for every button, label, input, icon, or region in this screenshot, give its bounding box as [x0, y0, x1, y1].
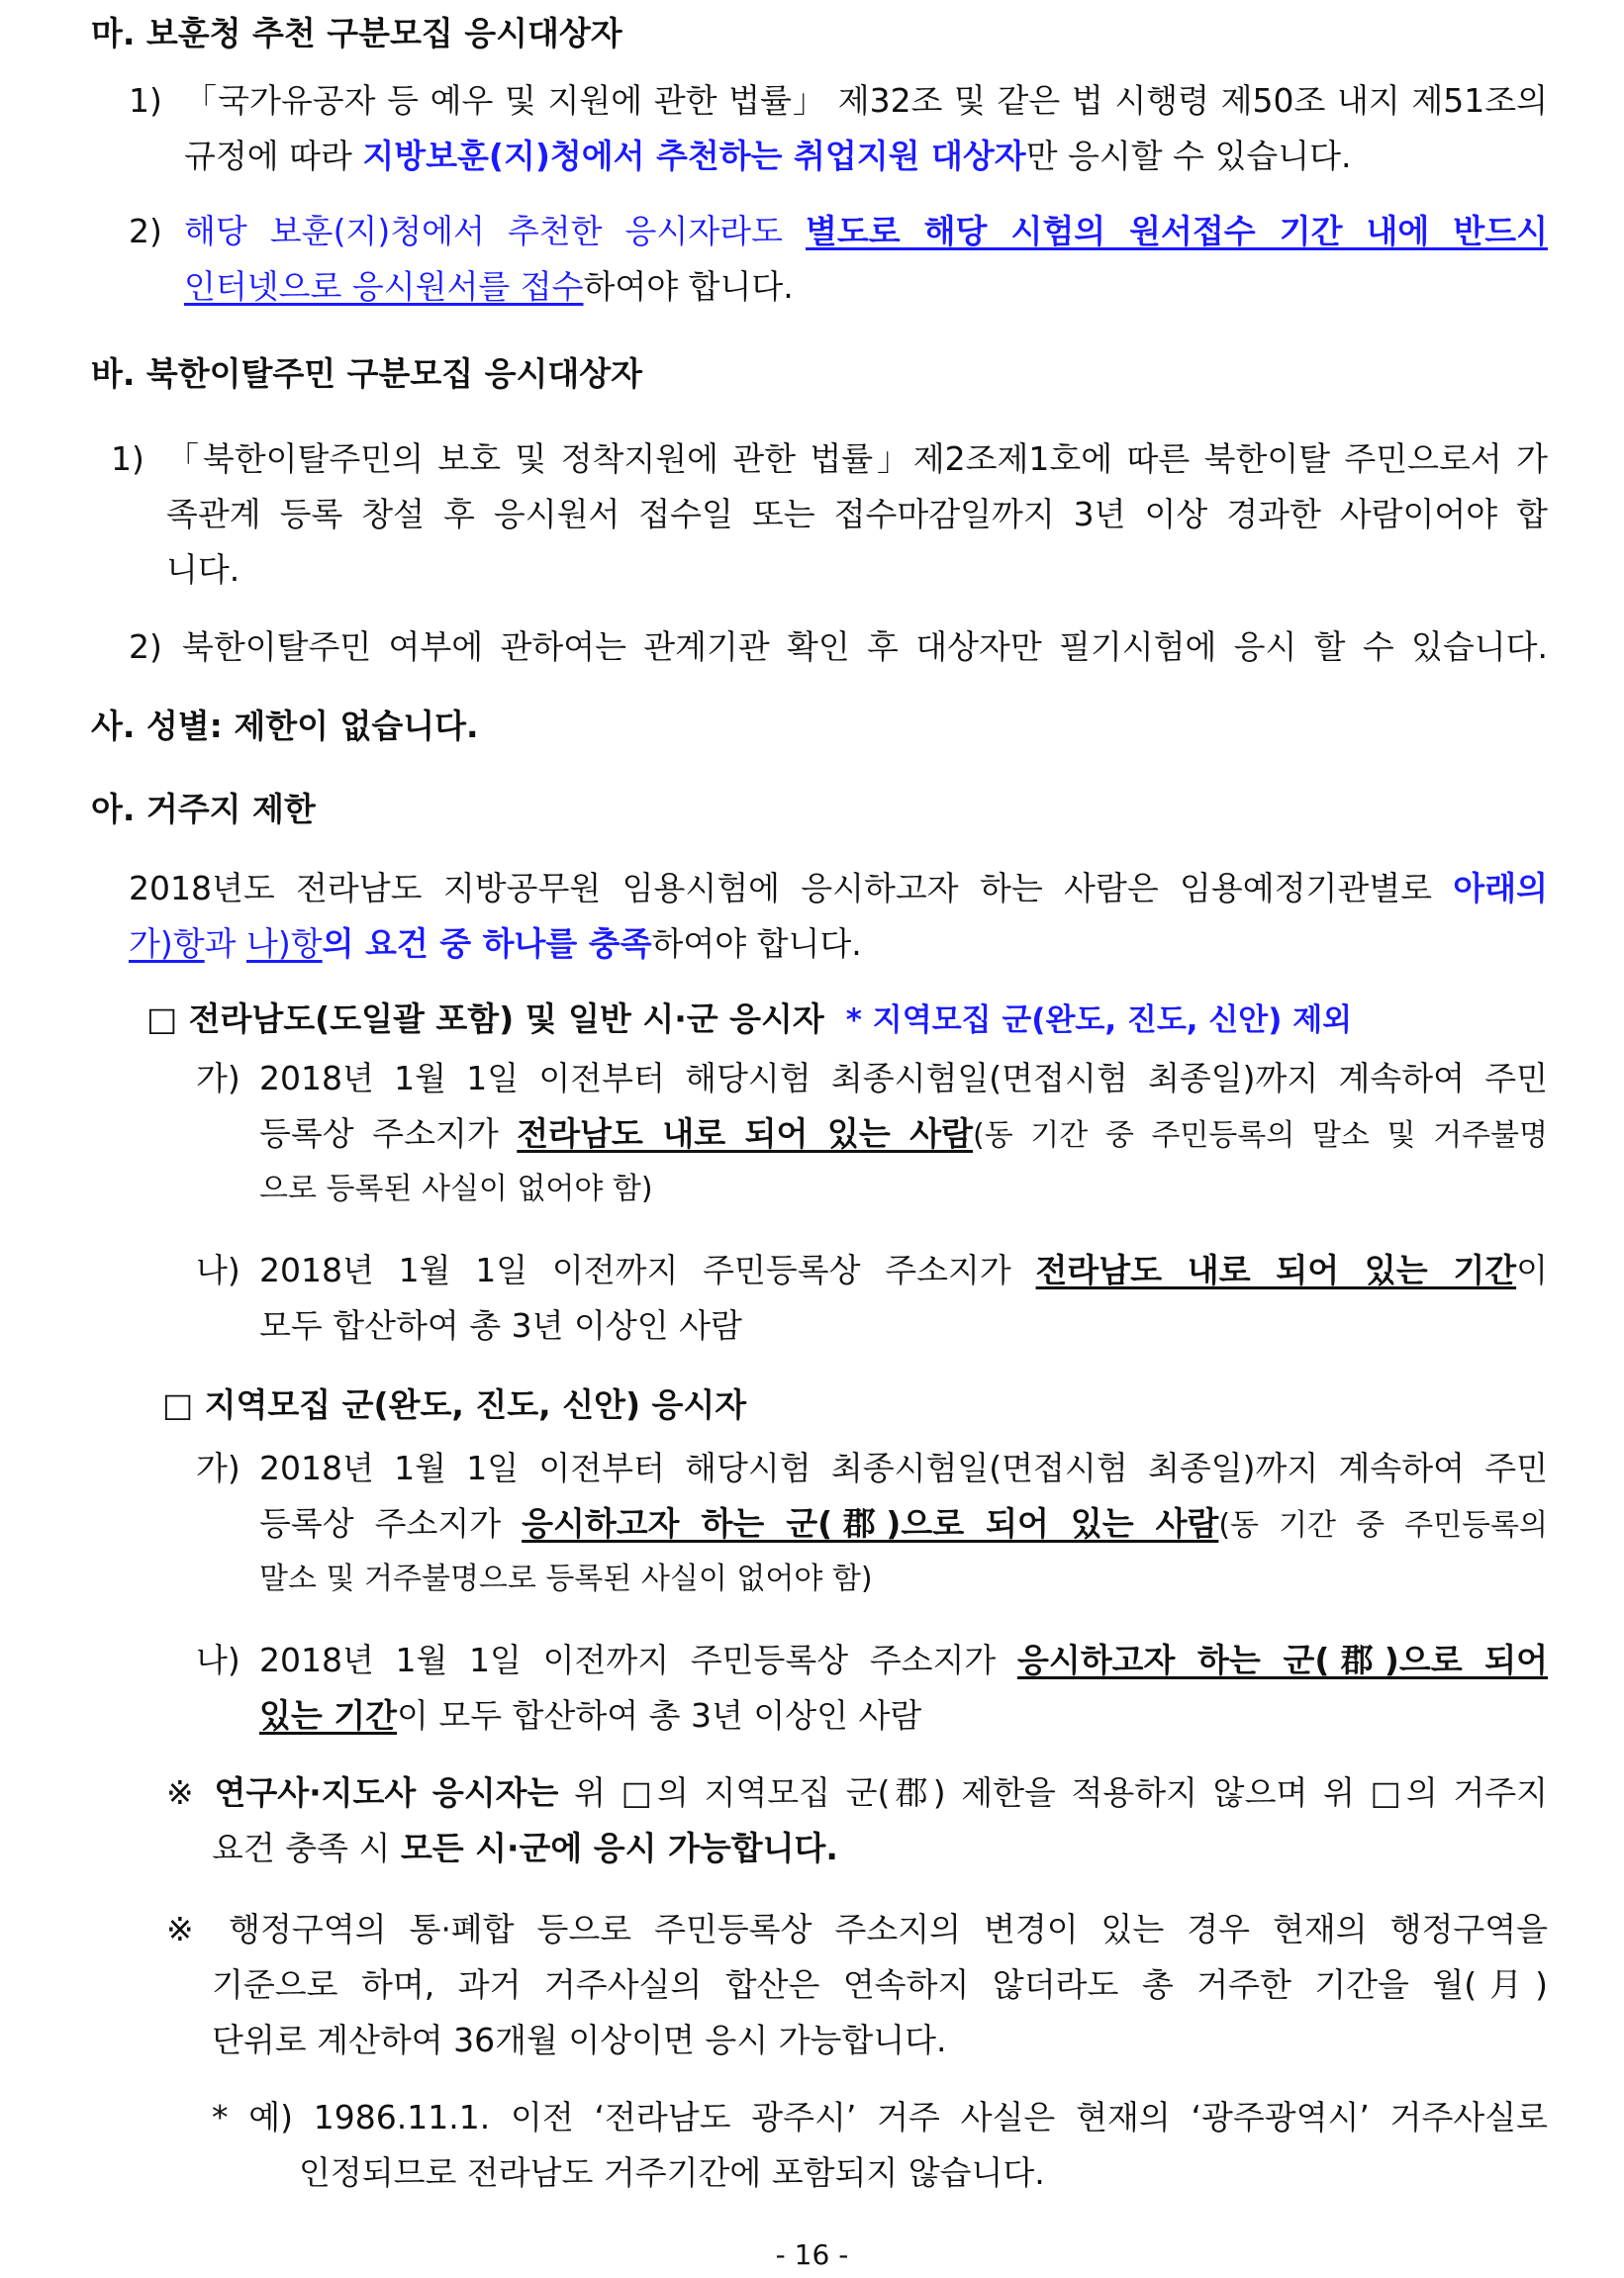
- highlight-text: 인터넷으로 응시원서를 접수: [184, 267, 584, 306]
- paragraph-line: [184, 135, 1352, 178]
- paragraph-line: 말소 및 거주불명으로 등록된 사실이 없어야 함): [259, 1562, 873, 1596]
- note-line: [166, 1771, 1548, 1815]
- paragraph-line: 으로 등록된 사실이 없어야 함): [259, 1172, 653, 1206]
- paragraph-line: 「북한이탈주민의 보호 및 정착지원에 관한 법률」제2조제1호에 따른 북한이탈 주민으로서 가: [166, 439, 1548, 478]
- text-span: 요건 충족 시: [212, 1829, 401, 1867]
- text-span: 이: [1516, 1251, 1548, 1289]
- item-number: 1): [111, 439, 144, 478]
- paragraph-line: [184, 265, 794, 309]
- text-span: □ 전라남도(도일괄 포함) 및 일반 시·군 응시자: [146, 999, 824, 1038]
- item-number: 가): [196, 1059, 240, 1097]
- section-heading-a: 아. 거주지 제한: [91, 790, 316, 828]
- text-span: 규정에 따라: [184, 137, 363, 175]
- item-number: 나): [196, 1251, 240, 1289]
- highlight-text: 해당 보훈(지)청에서 추천한 응시자라도: [184, 212, 806, 250]
- note-line: [212, 1827, 838, 1870]
- paragraph-line: [259, 1502, 1548, 1548]
- section-heading-ma: 마. 보훈청 추천 구분모집 응시대상자: [91, 14, 622, 52]
- example-line: * 예) 1986.11.1. 이전 ‘전라남도 광주시’ 거주 사실은 현재의 ‘광주광역시’ 거주사실로: [212, 2098, 1548, 2136]
- note-line: 기준으로 하며, 과거 거주사실의 합산은 연속하지 않더라도 총 거주한 기간을 월(月): [212, 1965, 1548, 2004]
- highlight-text: 나)항: [246, 924, 323, 963]
- paragraph-line: [129, 867, 1548, 910]
- paragraph-line: 2018년 1월 1일 이전부터 해당시험 최종시험일(면접시험 최종일)까지 계속하여 주민: [259, 1449, 1548, 1487]
- highlight-text: 별도로 해당 시험의 원서접수 기간 내에 반드시: [806, 212, 1548, 250]
- item-number: 1): [129, 81, 162, 120]
- box-title: [146, 997, 1352, 1042]
- note-line: ※ 행정구역의 통·폐합 등으로 주민등록상 주소지의 변경이 있는 경우 현재의 행정구역을: [166, 1910, 1548, 1948]
- page-number: - 16 -: [775, 2238, 849, 2271]
- paragraph-line: 니다.: [166, 550, 240, 589]
- note-line: 단위로 계산하여 36개월 이상이면 응시 가능합니다.: [212, 2021, 947, 2059]
- paragraph-line: [184, 210, 1548, 253]
- highlight-text: 응시하고자 하는 군(郡)으로 되어 있는 사람: [522, 1504, 1219, 1543]
- note-text: * 지역모집 군(완도, 진도, 신안) 제외: [845, 1002, 1353, 1038]
- paragraph-line: 모두 합산하여 총 3년 이상인 사람: [259, 1306, 742, 1345]
- text-span: ※: [166, 1773, 215, 1812]
- box-title: □ 지역모집 군(완도, 진도, 신안) 응시자: [162, 1385, 747, 1424]
- text-span: 2018년 1월 1일 이전까지 주민등록상 주소지가: [259, 1641, 1017, 1679]
- item-number: 나): [196, 1641, 240, 1679]
- highlight-text: 과: [204, 924, 247, 963]
- highlight-text: 지방보훈(지)청에서 추천하는 취업지원 대상자: [362, 137, 1026, 175]
- paragraph-line: [259, 1112, 1548, 1158]
- paragraph-line: 족관계 등록 창설 후 응시원서 접수일 또는 접수마감일까지 3년 이상 경과한 사람이어야 합: [166, 495, 1548, 533]
- paragraph-line: [259, 1249, 1548, 1292]
- paragraph-line: [129, 922, 862, 966]
- text-span: 2018년도 전라남도 지방공무원 임용시험에 응시하고자 하는 사람은 임용예정기관별로: [129, 869, 1454, 907]
- text-span: (동 기간 중 주민등록의 말소 및 거주불명: [973, 1118, 1548, 1153]
- highlight-text: 연구사·지도사 응시자는: [214, 1773, 559, 1812]
- paragraph-line: 「국가유공자 등 예우 및 지원에 관한 법률」 제32조 및 같은 법 시행령 제50조 내지 제51조의: [184, 81, 1548, 120]
- paragraph-line: [259, 1694, 921, 1738]
- item-number: 가): [196, 1449, 240, 1487]
- highlight-text: 있는 기간: [259, 1696, 398, 1735]
- highlight-text: 아래의: [1453, 869, 1548, 907]
- highlight-text: 전라남도 내로 되어 있는 사람: [517, 1114, 974, 1153]
- highlight-text: 모든 시·군에 응시 가능합니다.: [400, 1829, 838, 1867]
- item-number: 2): [129, 212, 162, 250]
- paragraph-line: [259, 1639, 1548, 1682]
- text-span: 등록상 주소지가: [259, 1504, 523, 1543]
- highlight-text: 응시하고자 하는 군(郡)으로 되어: [1016, 1641, 1548, 1679]
- highlight-text: 전라남도 내로 되어 있는 기간: [1035, 1251, 1517, 1289]
- text-span: 위 □의 지역모집 군(郡) 제한을 적용하지 않으며 위 □의 거주지: [558, 1773, 1548, 1812]
- paragraph-line: 2018년 1월 1일 이전부터 해당시험 최종시험일(면접시험 최종일)까지 계속하여 주민: [259, 1059, 1548, 1097]
- text-span: (동 기간 중 주민등록의: [1218, 1508, 1548, 1543]
- text-span: 이 모두 합산하여 총 3년 이상인 사람: [397, 1696, 922, 1735]
- highlight-text: 의 요건 중 하나를 충족: [322, 924, 652, 963]
- text-span: 만 응시할 수 있습니다.: [1025, 137, 1352, 175]
- section-heading-sa: 사. 성별: 제한이 없습니다.: [91, 707, 479, 745]
- example-line: 인정되므로 전라남도 거주기간에 포함되지 않습니다.: [299, 2153, 1045, 2192]
- paragraph-line: 북한이탈주민 여부에 관하여는 관계기관 확인 후 대상자만 필기시험에 응시 할 수 있습니다.: [182, 627, 1548, 666]
- highlight-text: 가)항: [129, 924, 205, 963]
- text-span: 하여야 합니다.: [651, 924, 862, 963]
- text-span: 등록상 주소지가: [259, 1114, 518, 1153]
- section-heading-ba: 바. 북한이탈주민 구분모집 응시대상자: [91, 354, 643, 393]
- text-span: 하여야 합니다.: [583, 267, 794, 306]
- item-number: 2): [129, 627, 162, 666]
- text-span: 2018년 1월 1일 이전까지 주민등록상 주소지가: [259, 1251, 1036, 1289]
